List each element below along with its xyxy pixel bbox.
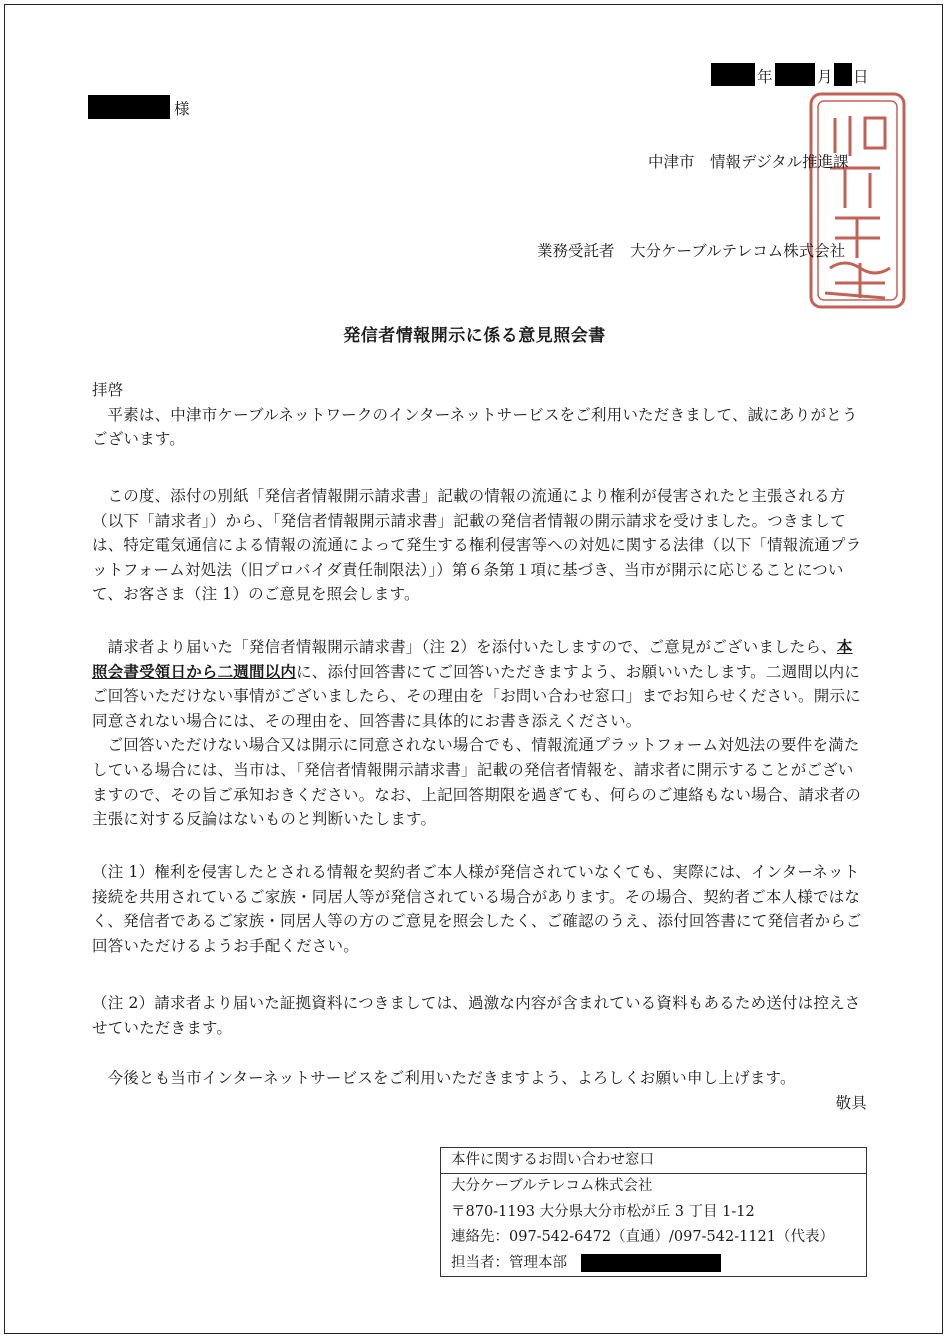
contact-header: 本件に関するお問い合わせ窓口 <box>441 1148 866 1174</box>
paragraph-1: 平素は、中津市ケーブルネットワークのインターネットサービスをご利用いただきまして、誠にありがとうございます。 <box>92 405 858 449</box>
note-2-block <box>92 991 867 1040</box>
note-2: （注 2）請求者より届いた証拠資料につきましては、過激な内容が含まれている資料もあるため送付は控えさせていただきます。 <box>92 994 861 1037</box>
redacted-day <box>834 63 852 86</box>
contact-person-row <box>441 1251 866 1277</box>
company-seal-stamp <box>805 88 910 313</box>
document-title: 発信者情報開示に係る意見照会書 <box>343 326 606 346</box>
contact-box <box>440 1147 867 1277</box>
sign-off: 敬具 <box>835 1093 867 1112</box>
paragraph-3-part-b: に、添付回答書にてご回答いただきますよう、お願いいたします。二週間以内にご回答いただけない事情がございましたら、その理由を「お問い合わせ窓口」までお知らせください。開示に同意されない場合には、その理由を、回答書に具体的にお書き添えください。 <box>92 662 861 730</box>
paragraph-4: ご回答いただけない場合又は開示に同意されない場合でも、情報流通プラットフォーム対処法の要件を満たしている場合には、当市は、「発信者情報開示請求書」記載の発信者情報を、請求者に開示することがございますので、その旨ご承知おきください。なお、上記回答期限を過ぎても、何らのご連絡もない場合、請求者の主張に対する反論はないものと判断いたします。 <box>92 736 861 829</box>
contact-company: 大分ケーブルテレコム株式会社 <box>451 1178 653 1194</box>
recipient-honorific: 様 <box>174 100 190 118</box>
note-1-block <box>92 860 867 958</box>
date-month-suffix: 月 <box>817 68 833 86</box>
contact-person: 担当者：管理本部 <box>451 1254 567 1271</box>
redacted-year <box>711 63 755 86</box>
deadline-emphasis: 本照会書受領日から二週間以内 <box>92 637 853 681</box>
paragraph-2: この度、添付の別紙「発信者情報開示請求書」記載の情報の流通により権利が侵害されたと主張される方（以下「請求者」）から、「発信者情報開示請求書」記載の発信者情報の開示請求を受けました。つきましては、特定電気通信による情報の流通によって発生する権利侵害等への対処に関する法律（以下「情報流通プラットフォーム対処法（旧プロバイダ責任制限法）」）第６条第１項に基づき、当市が開示に応じることについて、お客さま（注 1）のご意見を照会します。 <box>92 487 862 604</box>
closing-block <box>92 1066 867 1115</box>
closing-line: 今後とも当市インターネットサービスをご利用いただきますよう、よろしくお願い申し上げます。 <box>107 1069 796 1087</box>
redacted-contact-name <box>581 1254 721 1272</box>
date-year-suffix: 年 <box>757 68 773 86</box>
contact-address: 〒870-1193 大分県大分市松が丘 3 丁目 1-12 <box>451 1203 755 1220</box>
sender-department: 中津市 情報デジタル推進課 <box>648 153 849 171</box>
paragraph-2-block <box>92 484 867 607</box>
note-1: （注 1）権利を侵害したとされる情報を契約者ご本人様が発信されていなくても、実際には、インターネット接続を共用されているご家族・同居人等が発信されている場合があります。その場合、契約者ご本人様ではなく、発信者であるご家族・同居人等の方のご意見を照会したく、ご確認のうえ、添付回答書にて発信者からご回答いただけるようお手配ください。 <box>92 863 862 955</box>
paragraph-3-part-a: 請求者より届いた「発信者情報開示請求書」（注 2）を添付いたしますので、ご意見がございましたら、 <box>107 638 837 656</box>
sender-contractor: 業務受託者 大分ケーブルテレコム株式会社 <box>537 242 846 260</box>
redacted-month <box>775 63 815 86</box>
contact-phone: 連絡先：097-542-6472（直通）/097-542-1121（代表） <box>451 1229 834 1245</box>
greeting: 拝啓 <box>92 381 124 399</box>
paragraph-3 <box>92 635 867 733</box>
greeting-paragraph <box>92 378 867 452</box>
redacted-recipient-name <box>88 95 170 119</box>
paragraph-3-block <box>92 635 867 832</box>
date-day-suffix: 日 <box>853 68 869 86</box>
